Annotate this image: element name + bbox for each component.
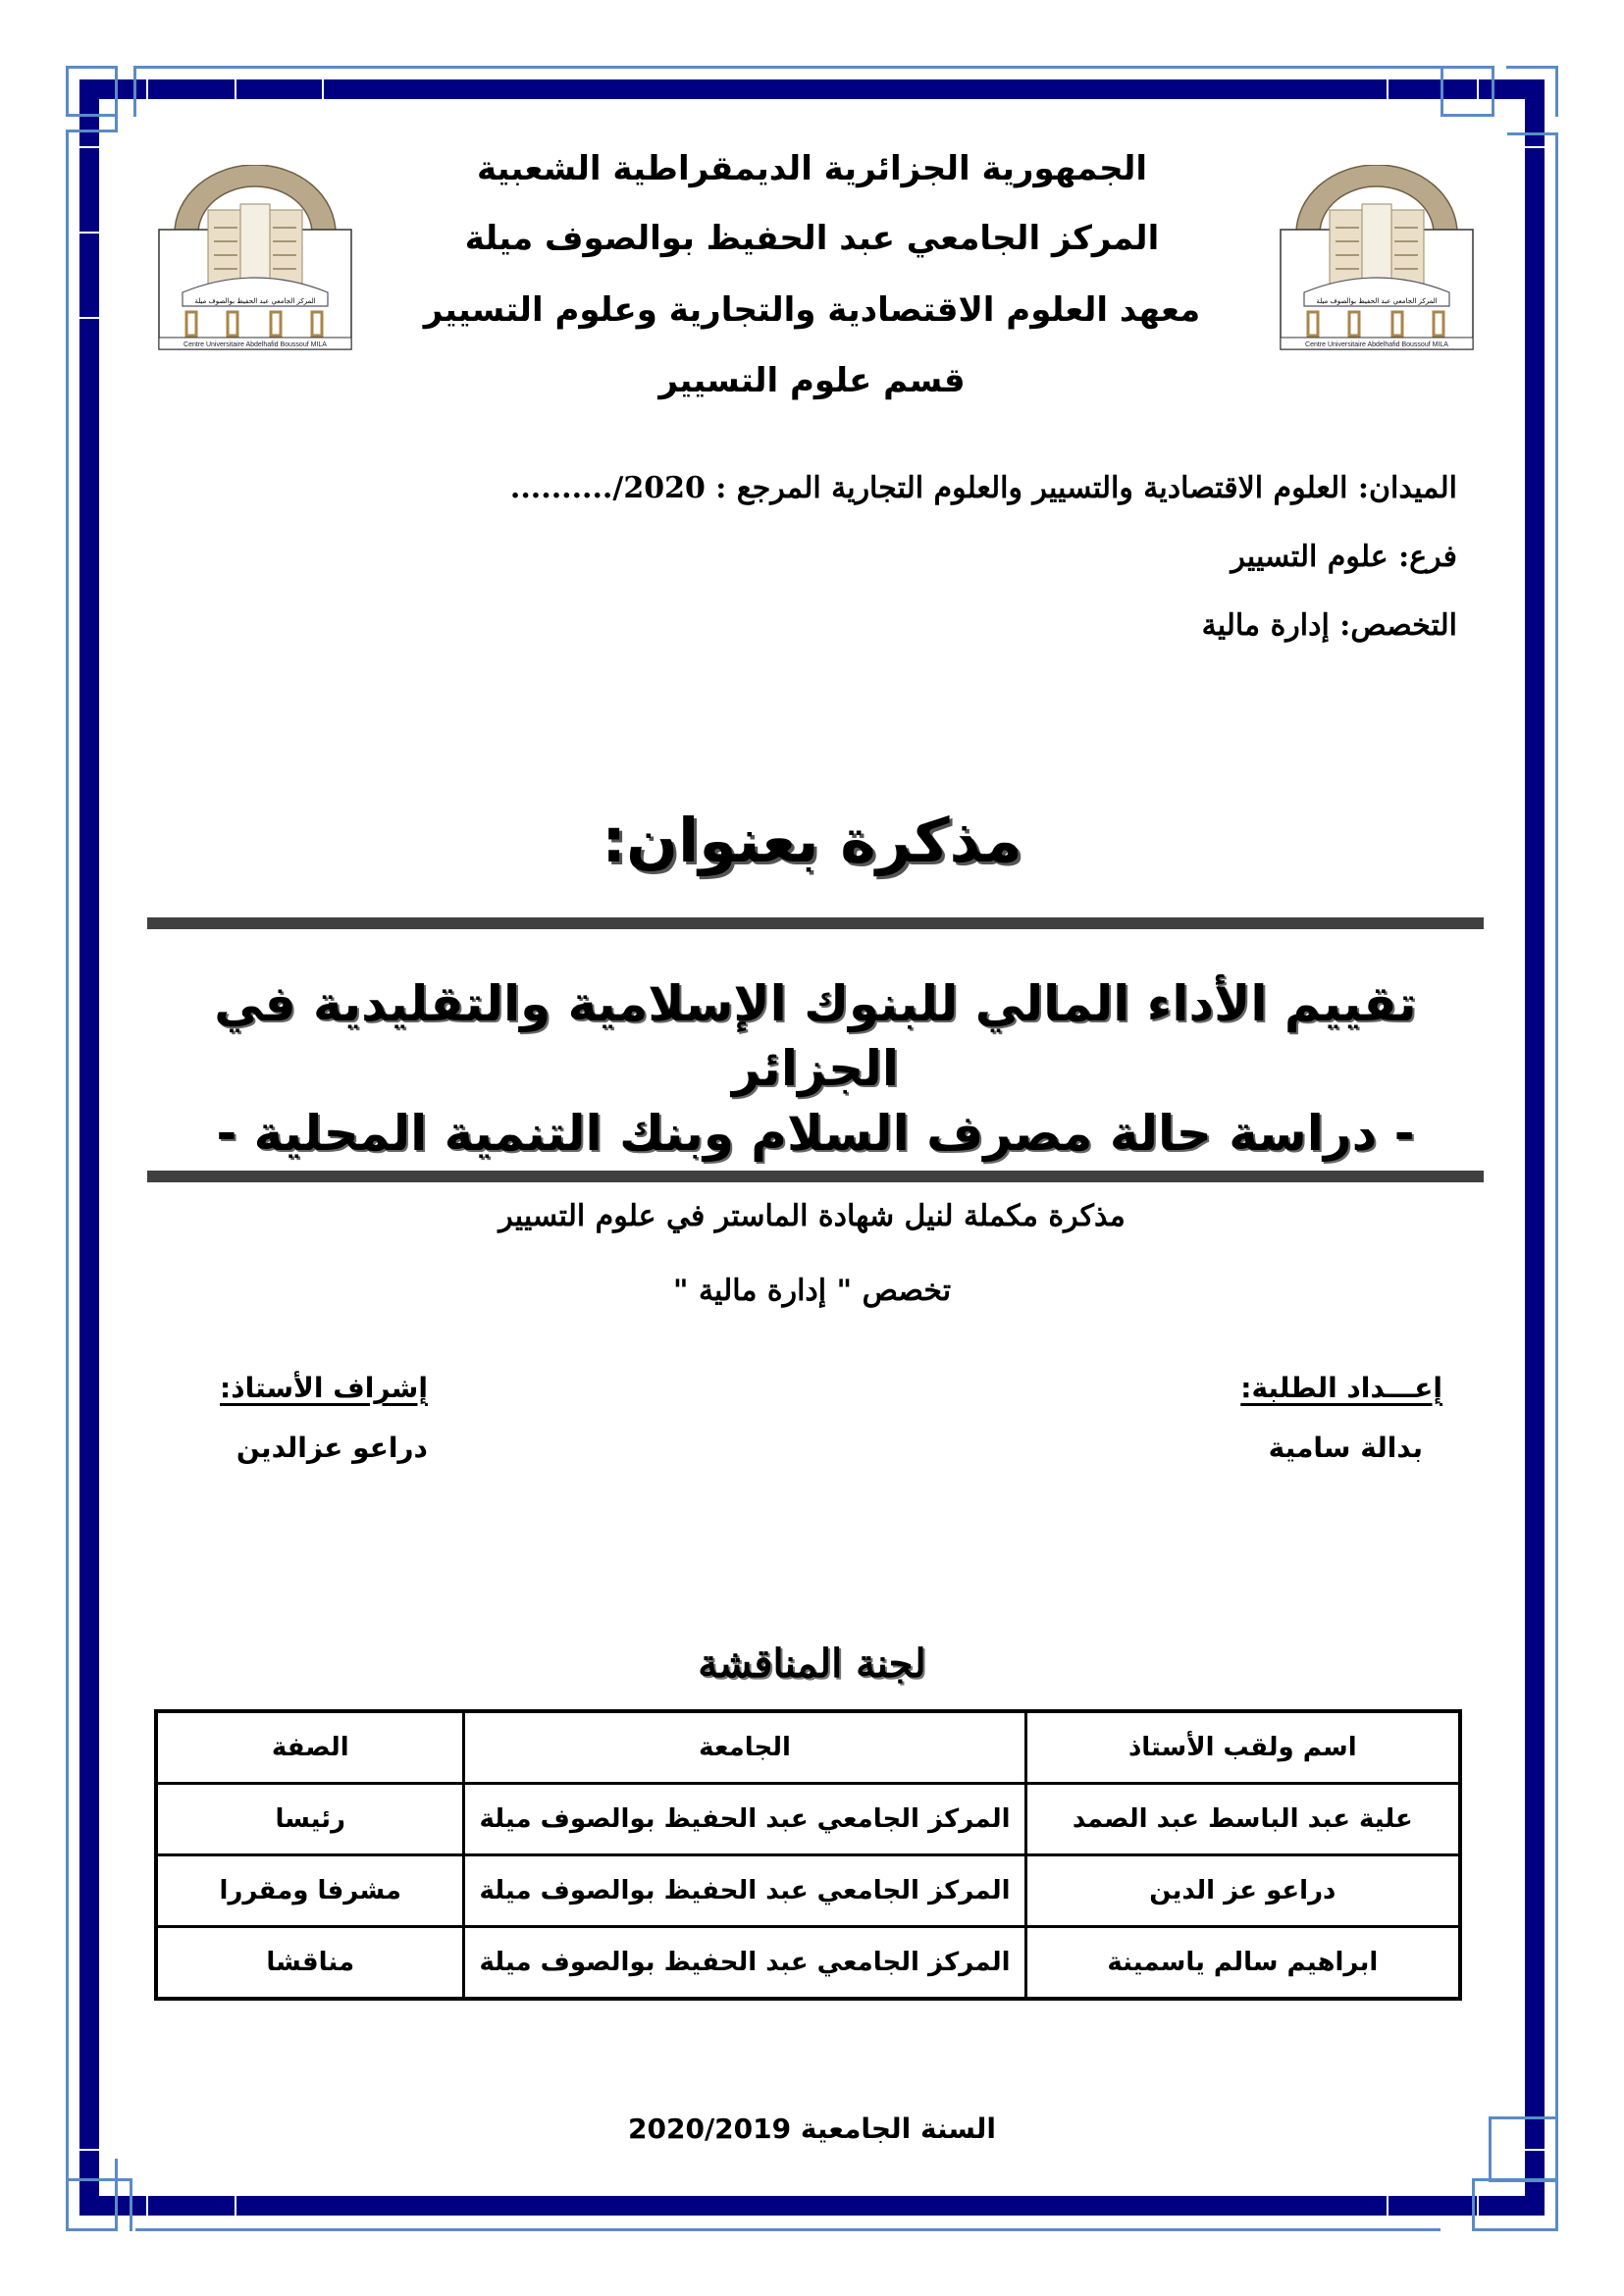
column-header-name: اسم ولقب الأستاذ (1025, 1711, 1460, 1784)
student-block (1240, 1372, 1442, 1464)
supervisor-name: دراعو عزالدين (236, 1432, 428, 1464)
field-label: الميدان: العلوم الاقتصادية والتسيير والعلوم التجارية (831, 471, 1457, 505)
border-top (79, 79, 1545, 99)
member-name: ابراهيم سالم ياسمينة (1025, 1927, 1460, 2000)
republic-name: الجمهورية الجزائرية الديمقراطية الشعبية (477, 149, 1147, 188)
institute-name: معهد العلوم الاقتصادية والتجارية وعلوم التسيير (423, 290, 1201, 330)
member-role: رئيسا (156, 1784, 464, 1855)
svg-text:المركز الجامعي عبد الحفيظ بوال: المركز الجامعي عبد الحفيظ بوالصوف ميلة (194, 297, 316, 305)
department-name: قسم علوم التسيير (658, 361, 966, 400)
member-university: المركز الجامعي عبد الحفيظ بوالصوف ميلة (464, 1855, 1025, 1927)
member-role: مشرفا ومقررا (156, 1855, 464, 1927)
table-row (156, 1855, 1460, 1927)
supervisor-block (220, 1372, 428, 1464)
table-header-row (156, 1711, 1460, 1784)
field-line (510, 471, 1457, 505)
table-row (156, 1784, 1460, 1855)
table-row (156, 1927, 1460, 2000)
member-role: مناقشا (156, 1927, 464, 2000)
member-university: المركز الجامعي عبد الحفيظ بوالصوف ميلة (464, 1784, 1025, 1855)
committee-table (154, 1709, 1462, 2001)
university-name: المركز الجامعي عبد الحفيظ بوالصوف ميلة (464, 219, 1160, 258)
column-header-role: الصفة (156, 1711, 464, 1784)
thesis-title-line1: تقييم الأداء المالي للبنوك الإسلامية والتقليدية في الجزائر (214, 975, 1417, 1097)
branch-line: فرع: علوم التسيير (1231, 540, 1457, 574)
member-name: علية عبد الباسط عبد الصمد (1025, 1784, 1460, 1855)
svg-text:Centre Universitaire Abdelhafi: Centre Universitaire Abdelhafid Boussouf MILA (183, 341, 327, 348)
student-label: إعـــداد الطلبة: (1240, 1372, 1442, 1404)
border-bottom (79, 2196, 1545, 2216)
thesis-title-line2: - دراسة حالة مصرف السلام وبنك التنمية المحلية - (216, 1105, 1415, 1162)
specialty-line: التخصص: إدارة مالية (1201, 608, 1457, 643)
committee-title: لجنة المناقشة (698, 1641, 926, 1687)
title-divider-bottom (147, 1171, 1484, 1182)
student-name: بدالة سامية (1268, 1432, 1423, 1464)
reference-label: المرجع : (715, 471, 821, 505)
memo-specialty: تخصص " إدارة مالية " (672, 1274, 952, 1308)
svg-text:Centre Universitaire Abdelhafi: Centre Universitaire Abdelhafid Boussouf MILA (1305, 341, 1448, 348)
svg-text:المركز الجامعي عبد الحفيظ بوال: المركز الجامعي عبد الحفيظ بوالصوف ميلة (1316, 297, 1438, 305)
member-university: المركز الجامعي عبد الحفيظ بوالصوف ميلة (464, 1927, 1025, 2000)
member-name: دراعو عز الدين (1025, 1855, 1460, 1927)
memo-subtitle: مذكرة مكملة لنيل شهادة الماستر في علوم التسيير (498, 1199, 1126, 1233)
thesis-title (147, 971, 1484, 1166)
supervisor-label: إشراف الأستاذ: (220, 1372, 428, 1404)
memo-heading: مذكرة بعنوان: (602, 805, 1022, 876)
academic-year: السنة الجامعية 2020/2019 (628, 2113, 996, 2145)
column-header-university: الجامعة (464, 1711, 1025, 1784)
reference-value: ........../2020 (509, 471, 706, 505)
title-divider-top (147, 917, 1484, 929)
